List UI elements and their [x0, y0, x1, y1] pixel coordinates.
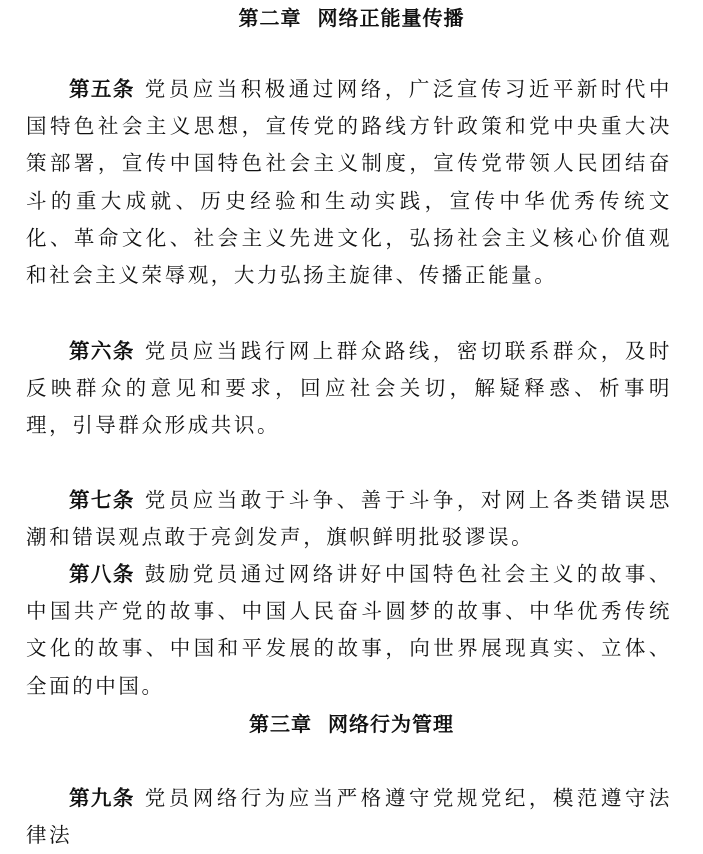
article-label: 第九条 [69, 786, 135, 810]
article-text: 鼓励党员通过网络讲好中国特色社会主义的故事、中国共产党的故事、中国人民奋斗圆梦的故事、中华优秀传统文化的故事、中国和平发展的故事，向世界展现真实、立体、全面的中国。 [26, 562, 673, 698]
chapter-heading-3: 第三章 网络行为管理 [249, 712, 454, 736]
article-text: 党员应当敢于斗争、善于斗争，对网上各类错误思潮和错误观点敢于亮剑发声，旗帜鲜明批驳谬误。 [26, 488, 673, 550]
article-7 [26, 482, 672, 556]
article-5 [26, 71, 672, 294]
article-8 [26, 556, 672, 705]
article-label: 第六条 [69, 339, 135, 363]
article-label: 第五条 [69, 77, 135, 101]
article-text: 党员应当践行网上群众路线，密切联系群众，及时反映群众的意见和要求，回应社会关切，解疑释惑、析事明理，引导群众形成共识。 [26, 339, 673, 438]
article-label: 第八条 [69, 562, 135, 586]
article-6 [26, 333, 672, 445]
article-text: 党员网络行为应当严格遵守党规党纪，模范遵守法律法 [26, 786, 673, 848]
chapter-heading-2: 第二章 网络正能量传播 [238, 6, 465, 30]
article-label: 第七条 [69, 488, 135, 512]
article-9 [26, 780, 672, 854]
article-text: 党员应当积极通过网络，广泛宣传习近平新时代中国特色社会主义思想，宣传党的路线方针政策和党中央重大决策部署，宣传中国特色社会主义制度，宣传党带领人民团结奋斗的重大成就、历史经验和生动实践，宣传中华优秀传统文化、革命文化、社会主义先进文化，弘扬社会主义核心价值观和社会主义荣辱观，大力弘扬主旋律、传播正能量。 [26, 77, 673, 288]
